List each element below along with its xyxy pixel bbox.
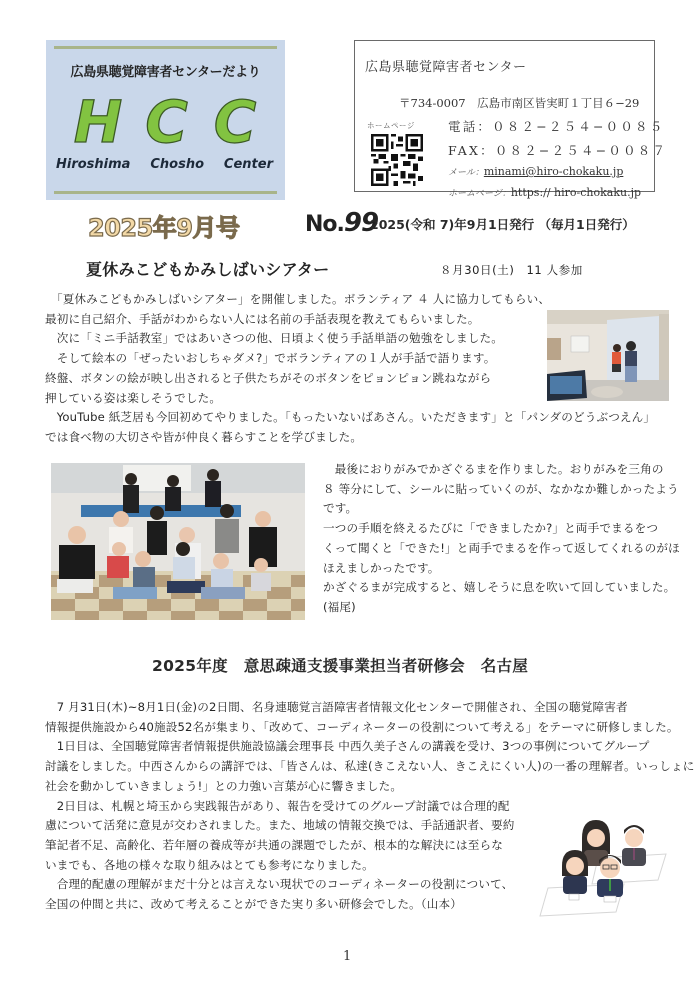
website-link[interactable]: https:// hiro-chokaku.jp — [510, 186, 642, 199]
article1-right-line: 一つの手順を終えるたびに「できましたか?」と両手でまるをつ — [323, 521, 659, 536]
article2-line: 情報提供施設から40施設52名が集まり、「改めて、コーディネーターの役割について考える」をテーマに研修しました。 — [45, 719, 679, 734]
email-label: メール： — [448, 168, 484, 178]
phone-label: 電話： — [448, 119, 493, 134]
masthead-logo — [46, 40, 285, 200]
qr-label: ホームページ — [367, 121, 415, 130]
contact-org-name: 広島県聴覚障害者センター — [365, 60, 527, 75]
group-photo — [51, 463, 305, 620]
fax-value: ０８２−２５４−００８７ — [494, 143, 668, 158]
article1-line: 「夏休みこどもかみしばいシアター」を開催しました。ボランティア ４ 人に協力してもらい、 — [45, 292, 551, 306]
contact-fax — [448, 141, 667, 159]
newsletter-kicker: 広島県聴覚障害者センターだより — [70, 65, 261, 80]
hcc-letters — [68, 88, 265, 156]
logo-letter-h: H — [73, 88, 123, 156]
article1-line: 終盤、ボタンの絵が映し出されると子供たちがそのボタンをピョンピョン跳ねながら — [45, 370, 492, 385]
email-link[interactable]: minami@hiro-chokaku.jp — [483, 165, 624, 178]
article2-line: 2日目は、札幌と埼玉から実践報告があり、報告を受けてのグループ討議では合理的配 — [45, 798, 510, 813]
article1-meta: ８月30日(土) 11 人参加 — [440, 263, 583, 277]
article1-right-line: ８ 等分にして、シールに貼っていくのが、なかなか難しかったよう — [323, 481, 679, 496]
website-label: ホームページ： — [448, 189, 511, 199]
article2-line: 合理的配慮の理解がまだ十分とは言えない現状でのコーディネーターの役割について、 — [45, 877, 514, 892]
logo-word-center: Center — [223, 157, 273, 172]
article1-right-line: かざぐるまが完成すると、嬉しそうに息を吹いて回していました。 — [323, 580, 676, 595]
page-number: 1 — [343, 949, 352, 964]
volunteers-photo — [547, 310, 669, 401]
logo-english-name — [56, 157, 273, 172]
logo-letter-c1: C — [145, 88, 188, 156]
article1-line: そして絵本の「ぜったいおしちゃダメ?」でボランティアの１人が手話で語ります。 — [45, 351, 496, 366]
article1-line: 次に「ミニ手話教室」ではあいさつの他、日頃よく使う手話単語の勉強をしました。 — [45, 331, 504, 346]
contact-box — [354, 40, 668, 199]
article1-right-line: です。 — [323, 501, 358, 516]
article1-line: 押している姿は楽しそうでした。 — [45, 390, 222, 405]
logo-top-rule — [54, 46, 277, 49]
article1-right-column — [323, 460, 680, 618]
article1-right-line: ほえましかったです。 — [323, 560, 440, 575]
issue-no-value: 99 — [343, 208, 379, 238]
contact-email — [448, 165, 623, 178]
issue-date: 2025(令和 7)年9月1日発行 （毎月1日発行） — [370, 217, 635, 232]
seminar-illustration — [538, 808, 678, 920]
logo-word-hiroshima: Hiroshima — [56, 157, 131, 172]
article2-line: 1日目は、全国聴覚障害者情報提供施設協議会理事長 中西久美子さんの講義を受け、3つの事例についてグループ — [45, 739, 650, 754]
article1-line: では食べ物の大切さや皆が仲良く暮らすことを学びました。 — [45, 429, 363, 444]
issue-no-prefix: No. — [305, 212, 344, 237]
contact-phone — [448, 117, 664, 135]
article2-line: 討議をしました。中西さんからの講評では、「皆さんは、私達(きこえない人、きこえにくい人)の一番の理解者。いっしょに — [45, 759, 695, 774]
article2-line: 筆記者不足、高齢化、若年層の養成等が共通の課題でしたが、根本的な解決には至らな — [45, 837, 504, 852]
article1-title: 夏休みこどもかみしばいシアター — [86, 260, 330, 279]
phone-value: ０８２−２５４−００８５ — [492, 119, 665, 134]
qr-code-icon[interactable] — [371, 134, 423, 186]
article1-line: YouTube 紙芝居も今回初めてやりました。「もったいないばあさん。いただきます」と「パンダのどうぶつえん」 — [45, 410, 656, 425]
issue-month: 2025年9月号 — [88, 214, 240, 242]
article2-line: 社会を動かしていきましょう!」との力強い言葉が心に響きました。 — [45, 778, 403, 793]
article1-right-line: 最後におりがみでかざぐるまを作りました。おりがみを三角の — [323, 462, 664, 476]
article2-line: 慮について活発に意見が交わされました。また、地域の情報交換では、手話通訳者、要約 — [45, 818, 515, 833]
fax-label: FAX： — [448, 143, 495, 158]
article2-title: 2025年度 意思疎通支援事業担当者研修会 名古屋 — [152, 657, 529, 675]
article2-line: 全国の仲間と共に、改めて考えることができた実り多い研修会でした。（山本） — [45, 897, 462, 912]
article1-author: (福尾) — [323, 599, 356, 614]
logo-word-chosho: Chosho — [150, 157, 205, 172]
article2-line: いまでも、各地の様々な取り組みはとても参考になりました。 — [45, 857, 374, 872]
contact-website — [448, 186, 641, 199]
article1-right-line: くって聞くと「できた!」と両手でまるを作って返してくれるのがほ — [323, 540, 680, 555]
logo-letter-c2: C — [213, 88, 257, 156]
issue-number — [305, 208, 378, 238]
contact-address: 〒734-0007 広島市南区皆実町１丁目６−29 — [399, 96, 640, 110]
article1-line: 最初に自己紹介、手話がわからない人には名前の手話表現を教えてもらいました。 — [45, 311, 480, 326]
article2-line: 7 月31日(木)~8月1日(金)の2日間、名身連聴覚言語障害者情報文化センターで開催され、全国の聴覚障害者 — [45, 700, 628, 714]
logo-bottom-rule — [54, 191, 277, 194]
